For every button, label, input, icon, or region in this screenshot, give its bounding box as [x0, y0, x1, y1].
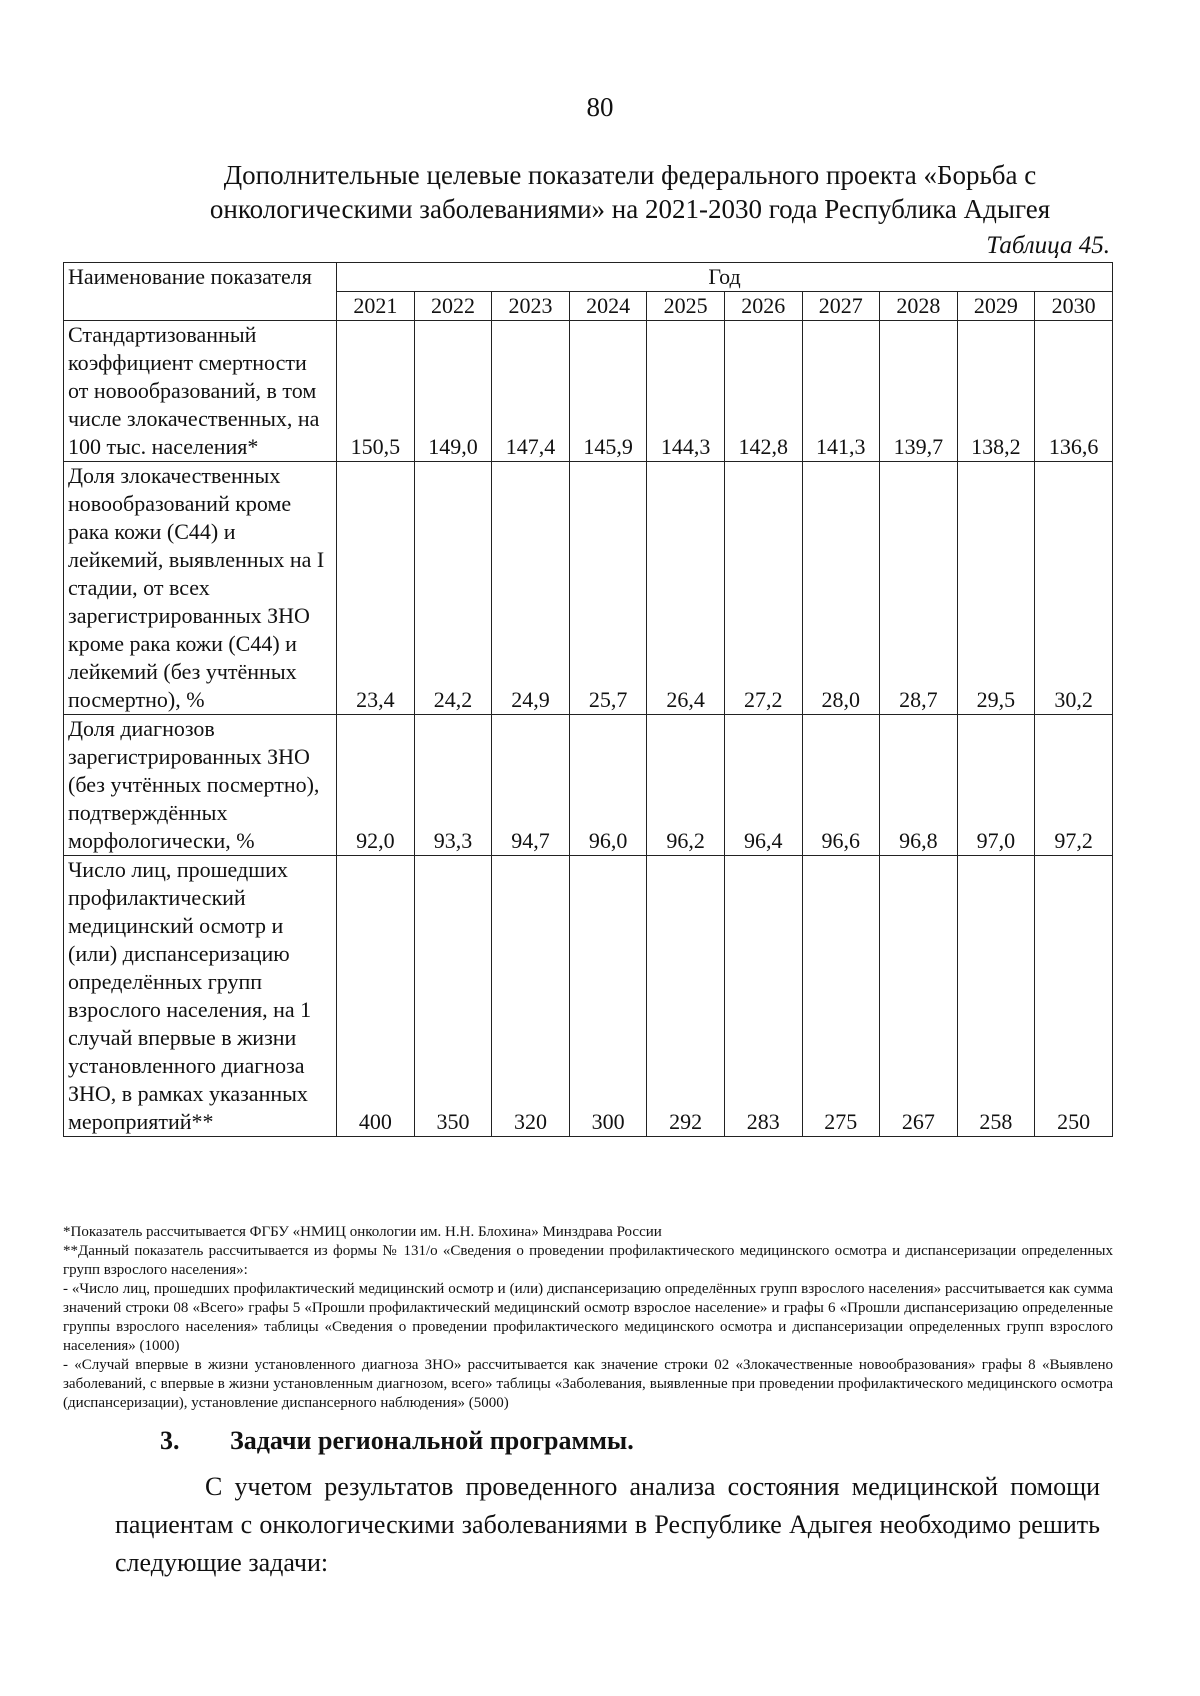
page-number: 80: [586, 92, 614, 122]
table-cell: 97,2: [1035, 715, 1113, 856]
table-cell: 24,2: [414, 462, 492, 715]
table-cell: 136,6: [1035, 321, 1113, 462]
table-cell: 24,9: [492, 462, 570, 715]
year-header: 2024: [569, 292, 647, 321]
footnote: *Показатель рассчитывается ФГБУ «НМИЦ онкологии им. Н.Н. Блохина» Минздрава России: [63, 1224, 662, 1240]
year-header: 2027: [802, 292, 880, 321]
table-cell: 26,4: [647, 462, 725, 715]
indicators-table: [63, 262, 1113, 1137]
table-cell: 150,5: [337, 321, 415, 462]
table-cell: 275: [802, 856, 880, 1137]
table-cell: 28,7: [880, 462, 958, 715]
indicator-name: Доля злокачественных новообразований кроме рака кожи (С44) и лейкемий, выявленных на I стадии, от всех зарегистрированных ЗНО кроме рака кожи (С44) и лейкемий (без учтённых посмертно), %: [64, 462, 337, 715]
table-cell: 144,3: [647, 321, 725, 462]
document-title-line-2: онкологическими заболеваниями» на 2021-2030 года Республика Адыгея: [209, 194, 1051, 224]
table-cell: 320: [492, 856, 570, 1137]
document-title: [150, 158, 1110, 226]
table-cell: 141,3: [802, 321, 880, 462]
table-cell: 92,0: [337, 715, 415, 856]
indicator-name-header: Наименование показателя: [64, 263, 337, 321]
table-cell: 94,7: [492, 715, 570, 856]
year-header: 2026: [724, 292, 802, 321]
section-title: Задачи региональной программы.: [230, 1426, 634, 1455]
section-paragraph: С учетом результатов проведенного анализа состояния медицинской помощи пациентам с онкологическими заболеваниями в Республике Адыгея необходимо решить следующие задачи:: [115, 1472, 1100, 1577]
table-cell: 300: [569, 856, 647, 1137]
table-cell: 96,8: [880, 715, 958, 856]
footnote: **Данный показатель рассчитывается из формы № 131/о «Сведения о проведении профилактического медицинского осмотра и диспансеризации определенных групп взрослого населения»:: [63, 1243, 1113, 1278]
table-cell: 267: [880, 856, 958, 1137]
table-cell: 97,0: [957, 715, 1035, 856]
year-header: 2029: [957, 292, 1035, 321]
year-group-header: Год: [337, 263, 1113, 292]
table-cell: 350: [414, 856, 492, 1137]
year-header: 2022: [414, 292, 492, 321]
table-cell: 28,0: [802, 462, 880, 715]
table-cell: 25,7: [569, 462, 647, 715]
footnote: - «Случай впервые в жизни установленного диагноза ЗНО» рассчитывается как значение строки 02 «Злокачественные новообразования» графы 8 «Выявлено заболеваний, с впервые в жизни установленным диагнозом, всего» таблицы «Заболевания, выявленные при проведении профилактического медицинского осмотра (диспансеризации), установление диспансерного наблюдения» (5000): [63, 1357, 1113, 1411]
table-row: [64, 462, 1113, 715]
table-cell: 96,4: [724, 715, 802, 856]
year-header: 2030: [1035, 292, 1113, 321]
table-cell: 142,8: [724, 321, 802, 462]
year-header: 2023: [492, 292, 570, 321]
indicator-name: Доля диагнозов зарегистрированных ЗНО (без учтённых посмертно), подтверждённых морфологически, %: [64, 715, 337, 856]
table-cell: 400: [337, 856, 415, 1137]
year-header: 2025: [647, 292, 725, 321]
footnote: - «Число лиц, прошедших профилактический медицинский осмотр и (или) диспансеризацию определённых групп взрослого населения» рассчитывается как сумма значений строки 08 «Всего» графы 5 «Прошли профилактический медицинский осмотр взрослое население» и графы 6 «Прошли диспансеризацию определенные группы взрослого населения» таблицы «Сведения о проведении профилактического медицинского осмотра и диспансеризации определенных групп взрослого населения» (1000): [63, 1281, 1113, 1354]
table-cell: 30,2: [1035, 462, 1113, 715]
table-cell: 145,9: [569, 321, 647, 462]
table-cell: 27,2: [724, 462, 802, 715]
table-cell: 250: [1035, 856, 1113, 1137]
table-cell: 29,5: [957, 462, 1035, 715]
table-cell: 23,4: [337, 462, 415, 715]
indicator-name: Стандартизованный коэффициент смертности от новообразований, в том числе злокачественных, на 100 тыс. населения*: [64, 321, 337, 462]
year-header: 2028: [880, 292, 958, 321]
table-row: [64, 715, 1113, 856]
section-heading: [160, 1426, 634, 1456]
year-header: 2021: [337, 292, 415, 321]
document-title-line-1: Дополнительные целевые показатели федерального проекта «Борьба с: [223, 160, 1037, 190]
table-cell: 149,0: [414, 321, 492, 462]
table-row: [64, 321, 1113, 462]
table-cell: 147,4: [492, 321, 570, 462]
footnotes: [63, 1223, 1113, 1413]
table-cell: 96,6: [802, 715, 880, 856]
indicator-name: Число лиц, прошедших профилактический медицинский осмотр и (или) диспансеризацию определённых групп взрослого населения, на 1 случай впервые в жизни установленного диагноза ЗНО, в рамках указанных мероприятий**: [64, 856, 337, 1137]
table-cell: 93,3: [414, 715, 492, 856]
table-cell: 96,0: [569, 715, 647, 856]
table-caption: Таблица 45.: [986, 232, 1110, 259]
table-cell: 138,2: [957, 321, 1035, 462]
table-cell: 283: [724, 856, 802, 1137]
table-cell: 96,2: [647, 715, 725, 856]
table-cell: 139,7: [880, 321, 958, 462]
section-number: 3.: [160, 1426, 180, 1455]
table-row: [64, 856, 1113, 1137]
table-cell: 258: [957, 856, 1035, 1137]
table-cell: 292: [647, 856, 725, 1137]
